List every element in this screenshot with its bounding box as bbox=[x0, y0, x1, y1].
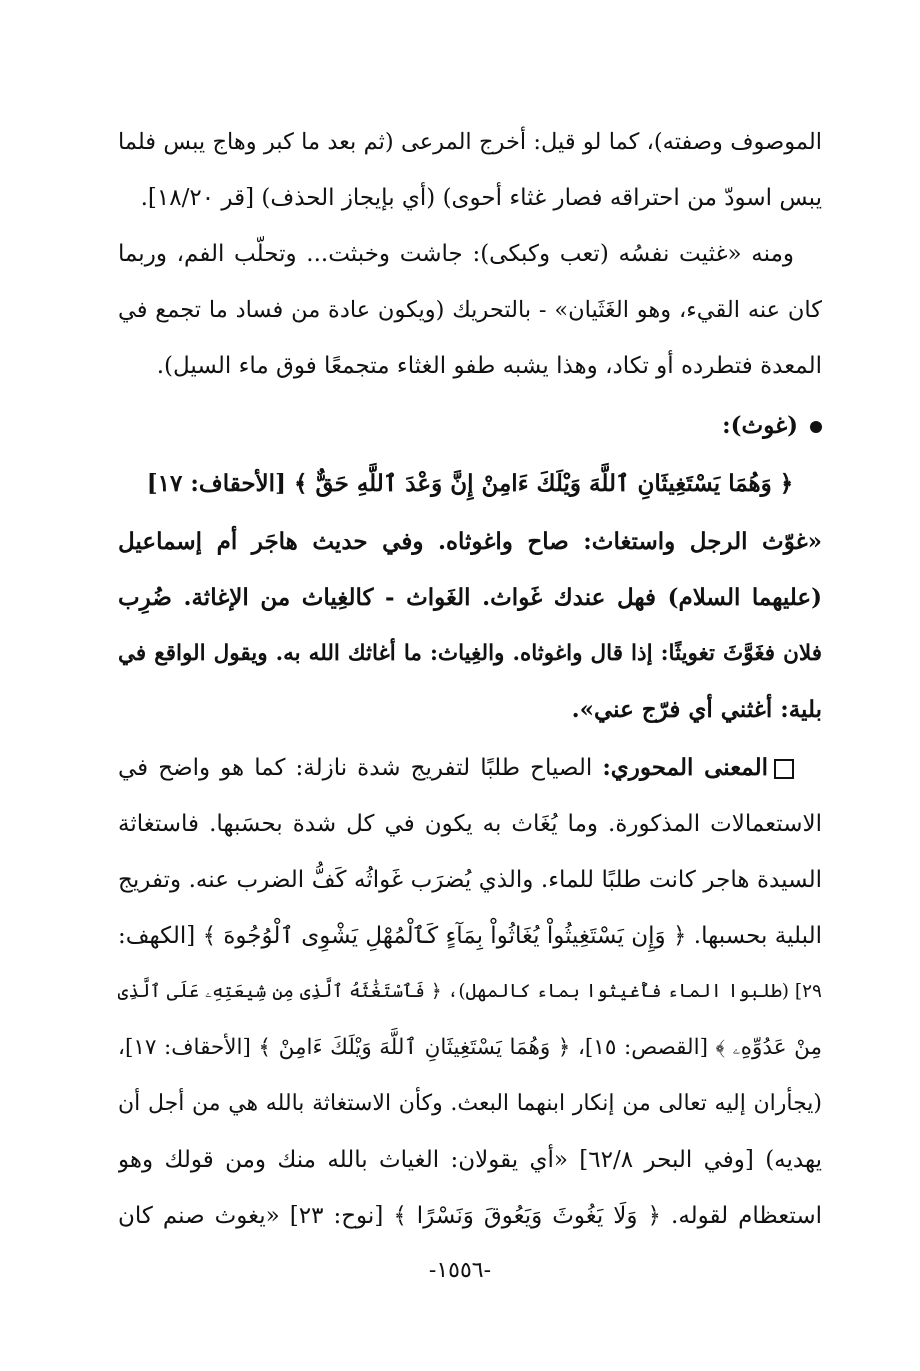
entry-heading-label: (غوث): bbox=[722, 412, 798, 439]
paragraph-core-meaning bbox=[118, 740, 822, 1244]
text-line: (عليهما السلام) فهل عندك غَواث. الغَواث - كالغِياث من الإغاثة. ضُرِب bbox=[118, 584, 822, 611]
text-line: الموصوف وصفته)، كما لو قيل: أخرج المرعى (ثم بعد ما كبر وهاج يبس فلما bbox=[118, 129, 822, 155]
text-line: (يجأران إليه تعالى من إنكار ابنهما البعث. وكأن الاستغاثة بالله هي من أجل أن bbox=[118, 1091, 822, 1116]
bullet-icon bbox=[810, 421, 822, 433]
text-line: المعدة فتطرده أو تكاد، وهذا يشبه طفو الغثاء متجمعًا فوق ماء السيل). bbox=[156, 353, 822, 379]
text-line: ومنه «غثيت نفسُه (تعب وكبكى): جاشت وخبثت... وتحلّب الفم، وربما bbox=[118, 241, 794, 267]
entry-heading bbox=[118, 398, 822, 454]
text-line: البلية بحسبها. ﴿ وَإِن يَسْتَغِيثُواْ يُغَاثُواْ بِمَآءٍ كَٱلْمُهْلِ يَشْوِى ٱلْوُجُوهَ ﴾ [الكهف: bbox=[118, 923, 822, 949]
paragraph-continuation bbox=[118, 114, 822, 226]
core-meaning-lead-label: المعنى المحوري: bbox=[602, 754, 768, 781]
text-line: مِنْ عَدُوِّهِۦ ﴾ [القصص: ١٥]، ﴿ وَهُمَا يَسْتَغِيثَانِ ٱللَّهَ وَيْلَكَ ءَامِنْ ﴾ [الأحقاف: ١٧]، bbox=[118, 1035, 822, 1060]
text-line: بلية: أغثني أي فرّج عني». bbox=[571, 696, 822, 723]
text-line: استعظام لقوله. ﴿ وَلَا يَغُوثَ وَيَعُوقَ وَنَسْرًا ﴾ [نوح: ٢٣] «يغوث صنم كان bbox=[118, 1203, 822, 1229]
text-line: الاستعمالات المذكورة. وما يُغَاث به يكون في كل شدة بحسَبها. فاستغاثة bbox=[118, 811, 822, 837]
square-marker-icon bbox=[774, 759, 794, 779]
text-line: يبس اسودّ من احتراقه فصار غثاء أحوى) (أي بإيجاز الحذف) [قر ١٨/٢٠]. bbox=[140, 185, 822, 211]
paragraph-ghathayan bbox=[118, 226, 822, 394]
quran-verse bbox=[118, 456, 822, 512]
text-line bbox=[118, 740, 822, 796]
text-line: يهديه) [وفي البحر ٦٢/٨] «أي يقولان: الغياث بالله منك ومن قولك وهو bbox=[118, 1147, 822, 1173]
page-number: -١٥٥٦- bbox=[428, 1258, 492, 1283]
text-line: «غوّث الرجل واستغاث: صاح واغوثاه. وفي حديث هاجَر أم إسماعيل bbox=[118, 528, 822, 555]
verse-line: ﴿ وَهُمَا يَسْتَغِيثَانِ ٱللَّهَ وَيْلَكَ ءَامِنْ إِنَّ وَعْدَ ٱللَّهِ حَقٌّ ﴾ [الأحقاف: ١٧] bbox=[146, 470, 794, 497]
text-line: فلان فغَوَّثَ تغويثًا: إذا قال واغوثاه. والغِياث: ما أغاثك الله به. ويقول الواقع في bbox=[118, 641, 822, 666]
text-line: السيدة هاجر كانت طلبًا للماء. والذي يُضرَب غَواثُه كَفُّ الضرب عنه. وتفريج bbox=[118, 867, 822, 893]
text-line: ٢٩] (طلبوا الماء فأُغيثوا بماء كالمهل)، ﴿ فَٱسْتَغَٰثَهُ ٱلَّذِى مِن شِيعَتِهِۦ عَلَى ٱلَّذِى bbox=[118, 981, 822, 1002]
core-meaning-first-line: المعنى المحوري: الصياح طلبًا لتفريج شدة نازلة: كما هو واضح في bbox=[118, 754, 768, 781]
text-line: كان عنه القيء، وهو الغَثَيان» - بالتحريك (ويكون عادة من فساد ما تجمع في bbox=[118, 297, 822, 323]
heading-line bbox=[118, 398, 822, 454]
paragraph-lexical-quote bbox=[118, 514, 822, 738]
